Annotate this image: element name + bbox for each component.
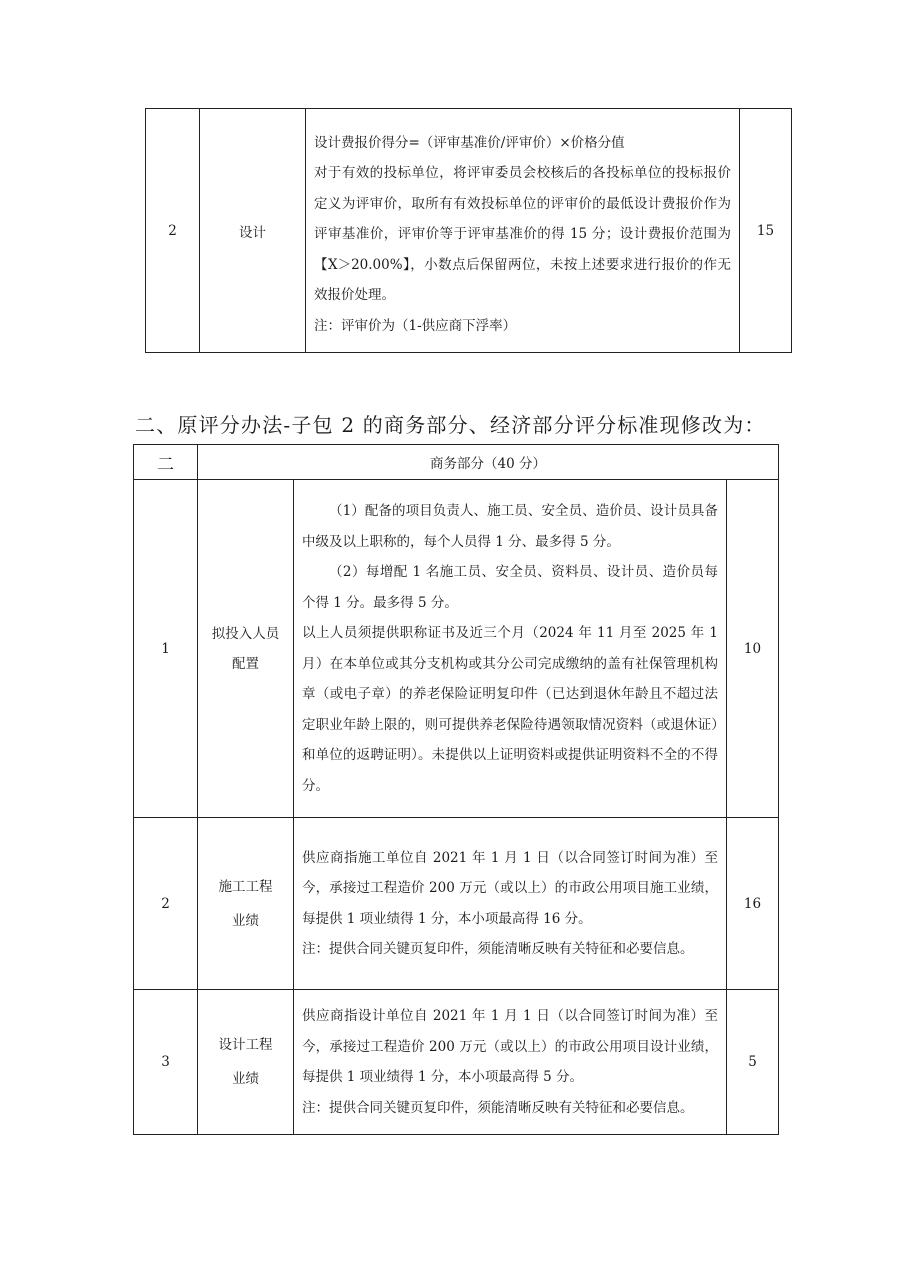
section-heading: 二、原评分办法-子包 2 的商务部分、经济部分评分标准现修改为： xyxy=(135,413,766,437)
design-fee-table xyxy=(145,108,792,353)
row-score: 15 xyxy=(740,109,792,353)
row-criteria xyxy=(306,109,740,353)
criteria-line: 设计费报价得分=（评审基准价/评审价）×价格分值 xyxy=(314,134,625,151)
criteria-paragraph: （2）每增配 1 名施工员、安全员、资料员、设计员、造价员每个得 1 分。最多得 5 分。 xyxy=(302,564,718,611)
table-row xyxy=(146,109,792,353)
table-header-row xyxy=(134,445,779,480)
header-number: 二 xyxy=(134,445,198,480)
row-category: 拟投入人员配置 xyxy=(198,480,294,818)
row-criteria xyxy=(294,480,727,818)
row-category: 施工工程业绩 xyxy=(198,818,294,990)
table-row xyxy=(134,990,779,1135)
row-score: 10 xyxy=(727,480,779,818)
row-criteria xyxy=(294,818,727,990)
criteria-paragraph: 供应商指施工单位自 2021 年 1 月 1 日（以合同签订时间为准）至今，承接过工程造价 200 万元（或以上）的市政公用项目施工业绩，每提供 1 项业绩得 1 分，本小项最高得 16 分。 xyxy=(302,849,718,927)
criteria-paragraph: 注：提供合同关键页复印件，须能清晰反映有关特征和必要信息。 xyxy=(302,1099,694,1116)
row-category: 设计工程业绩 xyxy=(198,990,294,1135)
header-title: 商务部分（40 分） xyxy=(198,445,779,480)
row-number: 3 xyxy=(134,990,198,1135)
row-category: 设计 xyxy=(200,109,306,353)
table-row xyxy=(134,480,779,818)
row-number: 2 xyxy=(146,109,200,353)
business-scoring-table xyxy=(133,444,779,1135)
criteria-paragraph: 以上人员须提供职称证书及近三个月（2024 年 11 月至 2025 年 1 月）在本单位或其分支机构或其分公司完成缴纳的盖有社保管理机构章（或电子章）的养老保险证明复印件（已达到退休年龄且不超过法定职业年龄上限的，则可提供养老保险待遇领取情况资料（或退休证）和单位的返聘证明）。未提供以上证明资料或提供证明资料不全的不得分。 xyxy=(302,625,718,794)
row-score: 5 xyxy=(727,990,779,1135)
table-row xyxy=(134,818,779,990)
row-number: 2 xyxy=(134,818,198,990)
criteria-paragraph: 注：提供合同关键页复印件，须能清晰反映有关特征和必要信息。 xyxy=(302,941,694,957)
criteria-line: 对于有效的投标单位，将评审委员会校核后的各投标单位的投标报价定义为评审价，取所有有效投标单位的评审价的最低设计费报价作为评审基准价，评审价等于评审基准价的得 15 分；设计费报价范围为【X＞20.00%】，小数点后保留两位，未按上述要求进行报价的作无效报价处理。 xyxy=(314,165,731,304)
criteria-paragraph: （1）配备的项目负责人、施工员、安全员、造价员、设计员具备中级及以上职称的，每个人员得 1 分、最多得 5 分。 xyxy=(302,503,718,550)
row-number: 1 xyxy=(134,480,198,818)
row-criteria xyxy=(294,990,727,1135)
criteria-paragraph: 供应商指设计单位自 2021 年 1 月 1 日（以合同签订时间为准）至今，承接过工程造价 200 万元（或以上）的市政公用项目设计业绩，每提供 1 项业绩得 1 分，本小项最高得 5 分。 xyxy=(302,1008,718,1085)
criteria-line: 注：评审价为（1-供应商下浮率） xyxy=(314,317,517,334)
row-score: 16 xyxy=(727,818,779,990)
